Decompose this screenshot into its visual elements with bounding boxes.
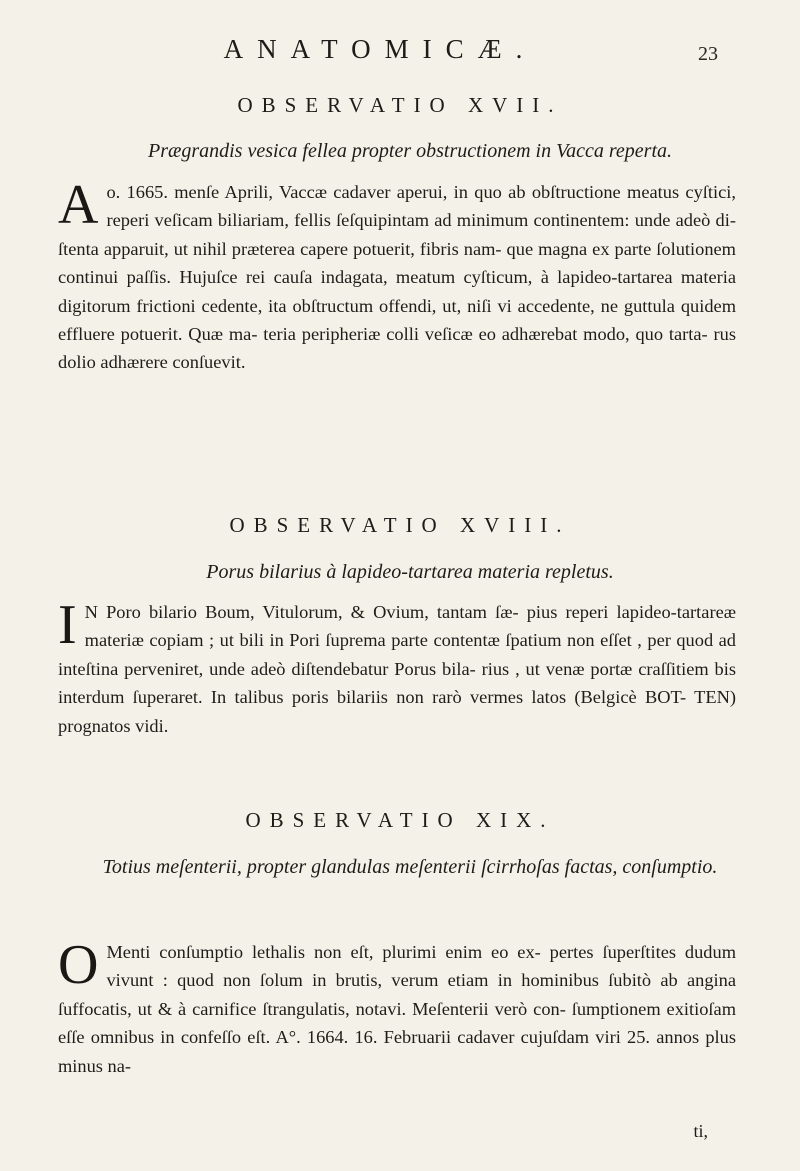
- observation-19-heading: OBSERVATIO XIX.: [245, 808, 555, 832]
- observation-19-paragraph: [58, 934, 736, 1080]
- observation-17-heading: OBSERVATIO XVII.: [237, 93, 563, 117]
- observation-18-paragraph: [58, 594, 736, 740]
- observation-19-body: Menti conſumptio lethalis non eſt, plurimi enim eo ex- pertes ſuperſtites dudum vivunt : quod non ſolum in brutis, verum etiam in hominibus ſubitò ab angina ſuffocatis, ut & à carnifice ſtrangulatis, notavi. Meſenterii verò con- ſumptionem exitioſam eſſe omnibus in confeſſo eſt. A°. 1664. 16. Februarii cadaver cujuſdam viri 25. annos plus minus na-: [58, 942, 736, 1076]
- running-head: [0, 34, 800, 74]
- observation-17-drop-cap: A: [58, 174, 99, 236]
- observation-18-subtitle: Porus bilarius à lapideo-tartarea materia repletus.: [206, 561, 614, 583]
- running-title: ANATOMICÆ.: [223, 34, 537, 64]
- observation-17-subtitle: Prægrandis vesica fellea propter obstructionem in Vacca reperta.: [148, 140, 672, 162]
- observation-19-drop-cap: O: [58, 934, 99, 996]
- observation-19-subtitle: Totius meſenterii, propter glandulas meſenterii ſcirrhoſas factas, conſumptio.: [102, 856, 718, 878]
- observation-18-body: N Poro bilario Boum, Vitulorum, & Ovium, tantam ſæ- pius reperi lapideo-tartareæ materiæ copiam ; ut bili in Pori ſuprema parte contentæ ſpatium non eſſet , per quod ad inteſtina perveniret, unde adeò diſtendebatur Porus bila- rius , ut venæ portæ craſſitiem bis interdum ſuperaret. In talibus poris bilariis non rarò vermes latos (Belgicè BOT- TEN) prognatos vidi.: [58, 602, 736, 736]
- page-number: 23: [698, 43, 718, 65]
- observation-17-body: o. 1665. menſe Aprili, Vaccæ cadaver aperui, in quo ab obſtructione meatus cyſtici, reperi veſicam biliariam, fellis ſeſquipintam ad minimum continentem: unde adeò di- ſtenta apparuit, ut nihil præterea capere potuerit, fibris nam- que magna ex parte ſolutionem continui paſſis. Hujuſce rei cauſa indagata, meatum cyſticum, à lapideo-tartarea materia digitorum frictioni cedente, ita obſtructum offendi, ut, niſi vi accedente, ne guttula quidem effluere potuerit. Quæ ma- teria peripheriæ colli veſicæ eo adhærebat modo, quo tarta- rus dolio adhærere conſuevit.: [58, 182, 736, 373]
- catchword: ti,: [693, 1121, 708, 1141]
- observation-17-paragraph: [58, 174, 736, 377]
- observation-18-drop-cap: I: [58, 594, 77, 656]
- observation-18-heading: OBSERVATIO XVIII.: [229, 513, 571, 537]
